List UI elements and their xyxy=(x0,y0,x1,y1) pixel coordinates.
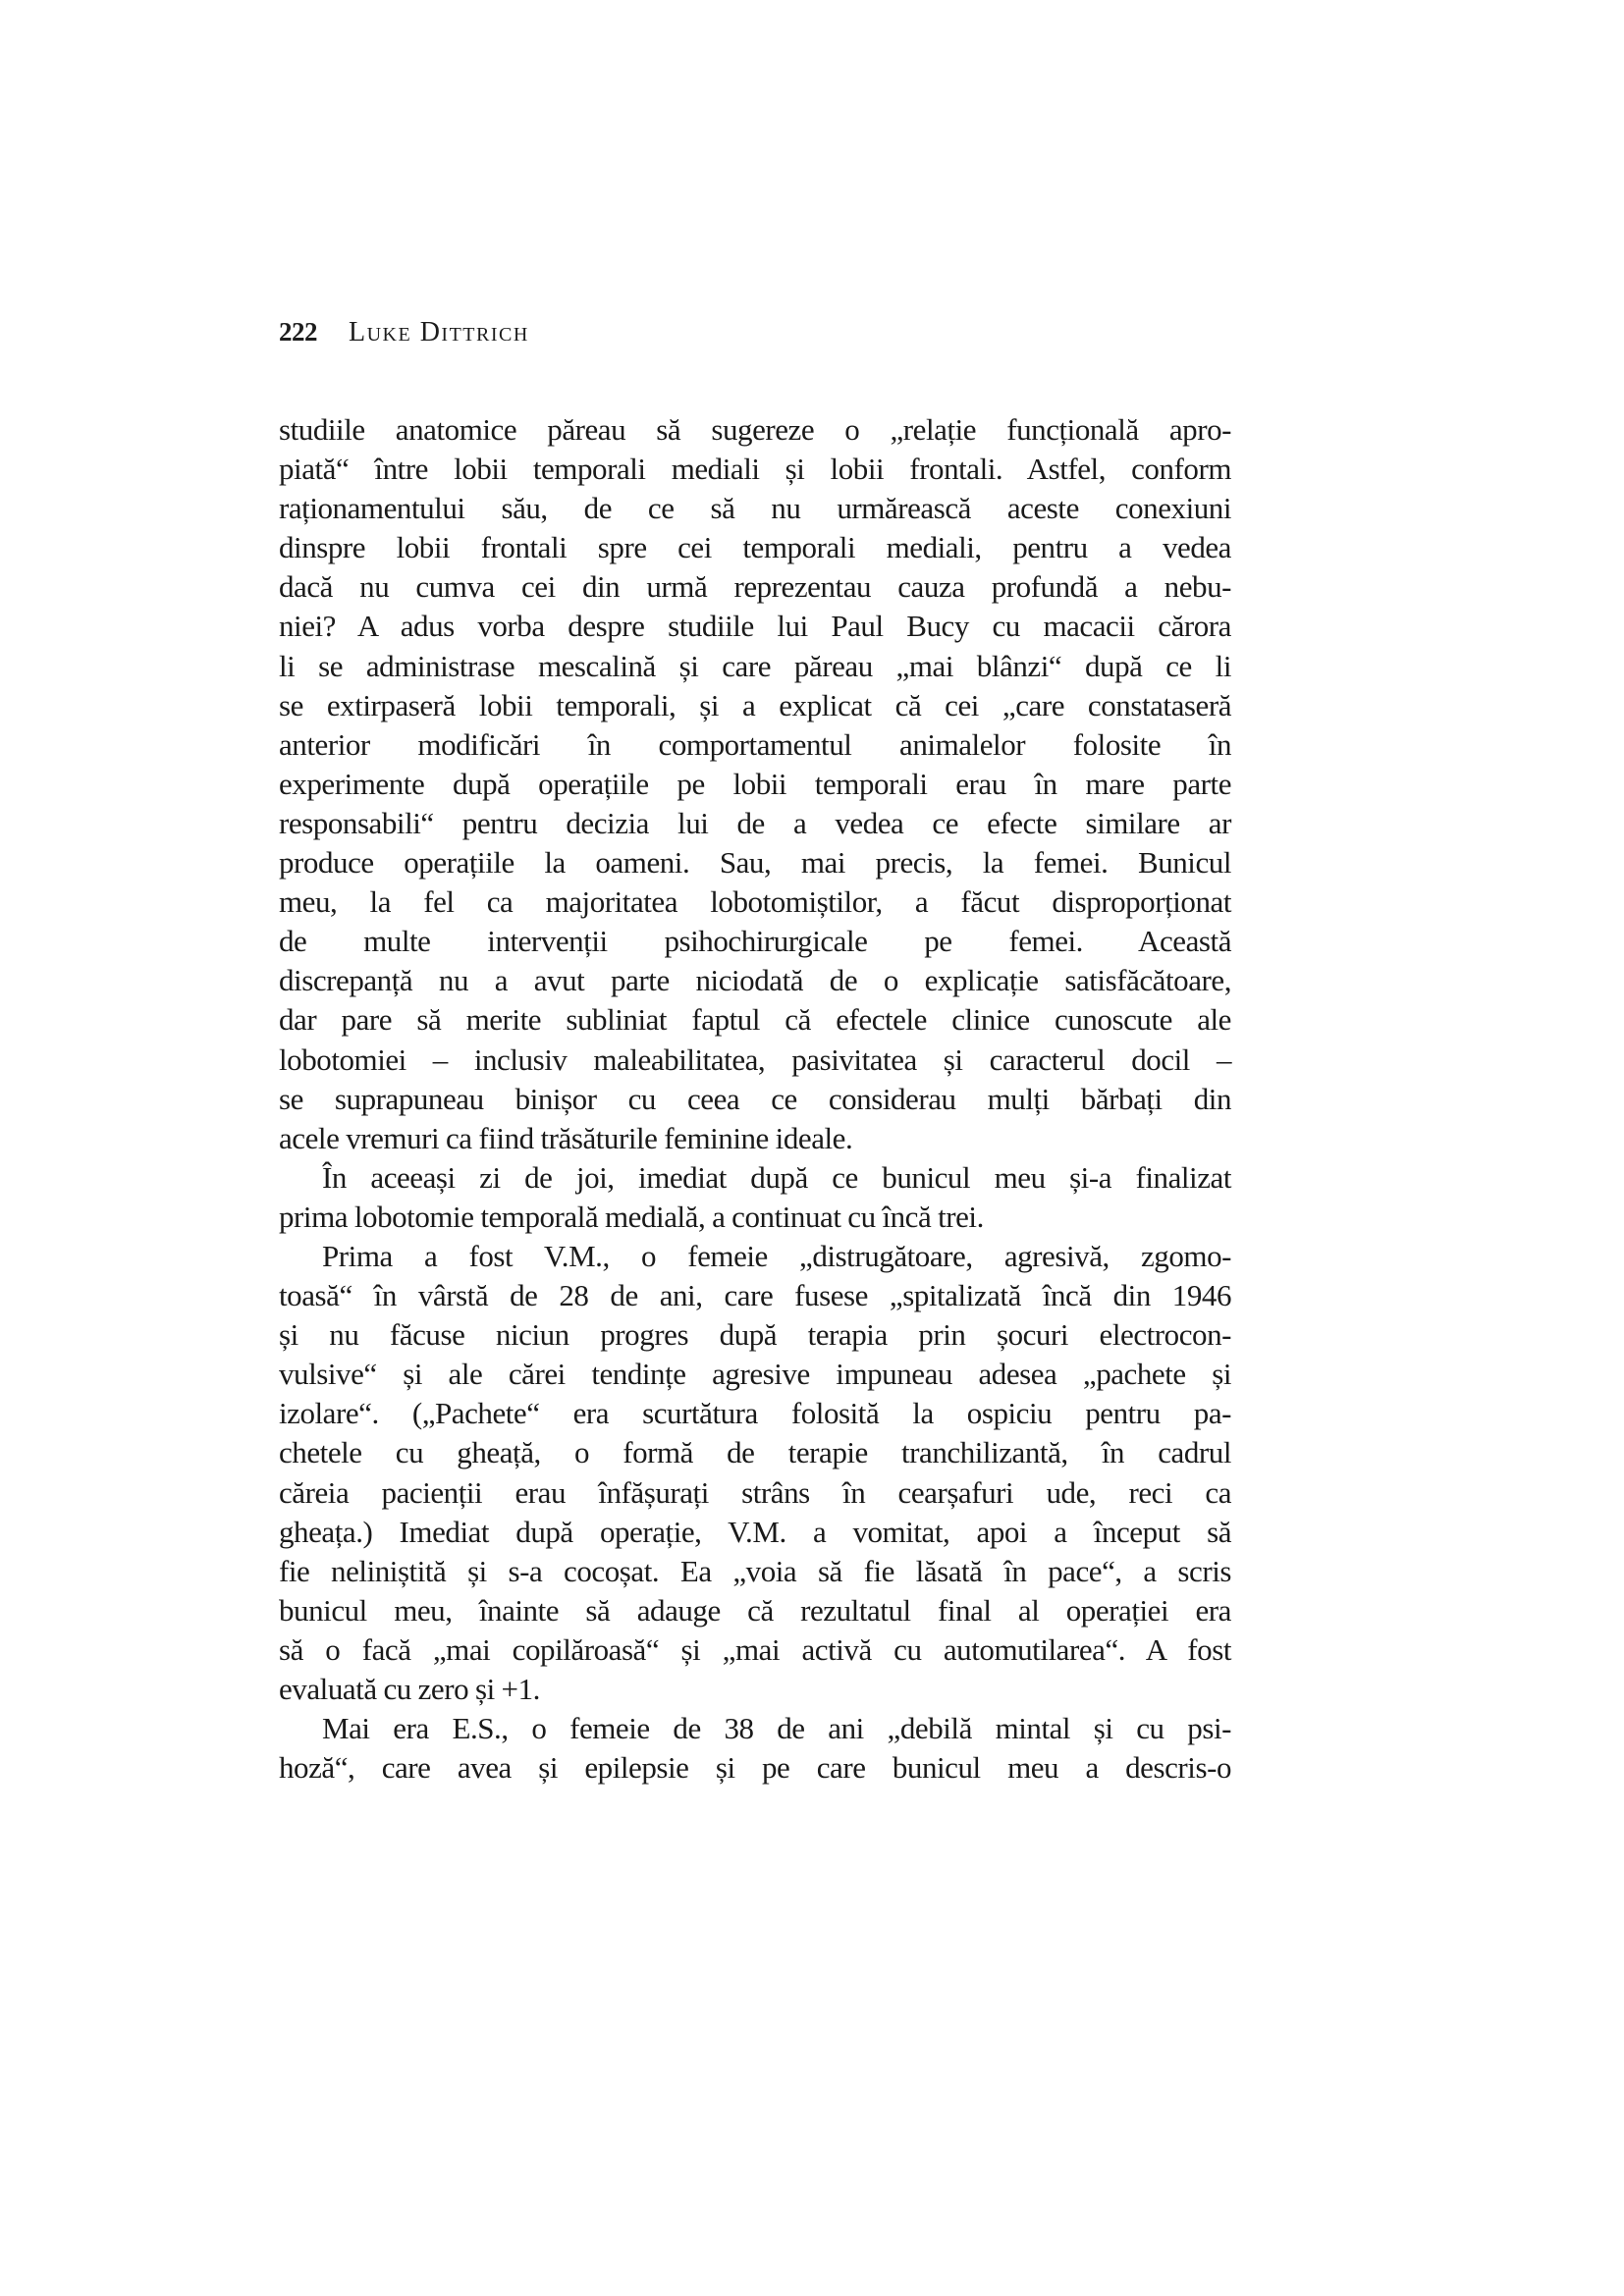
text-line: meu, la fel ca majoritatea lobotomiștilor, a făcut disproporționat xyxy=(279,884,1231,920)
running-head xyxy=(279,312,529,351)
text-line: lobotomiei – inclusiv maleabilitatea, pasivitatea și caracterul docil – xyxy=(279,1041,1231,1077)
paragraph xyxy=(279,410,1231,1158)
text-line: discrepanță nu a avut parte niciodată de o explicație satisfăcătoare, xyxy=(279,963,1231,998)
text-line: evaluată cu zero și +1. xyxy=(279,1672,540,1706)
text-line: căreia pacienții erau înfășurați strâns în cearșafuri ude, reci ca xyxy=(279,1474,1231,1510)
text-line: raționamentului său, de ce să nu urmărească aceste conexiuni xyxy=(279,491,1231,526)
text-line: acele vremuri ca fiind trăsăturile feminine ideale. xyxy=(279,1120,853,1155)
page-number: 222 xyxy=(279,317,317,347)
text-line: experimente după operațiile pe lobii temporali erau în mare parte xyxy=(279,766,1231,801)
text-line: gheața.) Imediat după operație, V.M. a vomitat, apoi a început să xyxy=(279,1514,1231,1549)
text-line: Mai era E.S., o femeie de 38 de ani „debilă mintal și cu psi- xyxy=(322,1711,1231,1746)
running-head-author: Luke Dittrich xyxy=(349,317,529,347)
body-text xyxy=(279,410,1231,1788)
text-line: produce operațiile la oameni. Sau, mai precis, la femei. Bunicul xyxy=(279,845,1231,881)
text-line: se extirpaseră lobii temporali, și a explicat că cei „care constataseră xyxy=(279,687,1231,722)
paragraph xyxy=(279,1158,1231,1237)
text-line: anterior modificări în comportamentul animalelor folosite în xyxy=(279,726,1231,762)
text-line: studiile anatomice păreau să sugereze o „relație funcțională apro- xyxy=(279,412,1231,447)
text-line: dacă nu cumva cei din urmă reprezentau cauza profundă a nebu- xyxy=(279,569,1231,605)
text-line: chetele cu gheață, o formă de terapie tranchilizantă, în cadrul xyxy=(279,1435,1231,1470)
text-line: de multe intervenții psihochirurgicale pe femei. Această xyxy=(279,924,1231,959)
text-line: În aceeași zi de joi, imediat după ce bunicul meu și-a finalizat xyxy=(322,1159,1231,1195)
text-line: vulsive“ și ale cărei tendințe agresive impuneau adesea „pachete și xyxy=(279,1357,1231,1392)
text-line: bunicul meu, înainte să adauge că rezultatul final al operației era xyxy=(279,1592,1231,1628)
text-line: să o facă „mai copilăroasă“ și „mai activă cu automutilarea“. A fost xyxy=(279,1631,1231,1667)
text-line: toasă“ în vârstă de 28 de ani, care fusese „spitalizată încă din 1946 xyxy=(279,1278,1231,1313)
paragraph xyxy=(279,1709,1231,1788)
text-line: piată“ între lobii temporali mediali și lobii frontali. Astfel, conform xyxy=(279,452,1231,487)
text-line: fie neliniștită și s-a cocoșat. Ea „voia să fie lăsată în pace“, a scris xyxy=(279,1553,1231,1588)
paragraph xyxy=(279,1237,1231,1709)
text-line: hoză“, care avea și epilepsie și pe care bunicul meu a descris-o xyxy=(279,1750,1231,1786)
text-line: responsabili“ pentru decizia lui de a vedea ce efecte similare ar xyxy=(279,805,1231,840)
text-line: dinspre lobii frontali spre cei temporali mediali, pentru a vedea xyxy=(279,530,1231,565)
text-line: dar pare să merite subliniat faptul că efectele clinice cunoscute ale xyxy=(279,1002,1231,1038)
text-line: li se administrase mescalină și care păreau „mai blânzi“ după ce li xyxy=(279,648,1231,683)
text-line: niei? A adus vorba despre studiile lui Paul Bucy cu macacii cărora xyxy=(279,609,1231,644)
text-line: izolare“. („Pachete“ era scurtătura folosită la ospiciu pentru pa- xyxy=(279,1396,1231,1431)
text-line: Prima a fost V.M., o femeie „distrugătoare, agresivă, zgomo- xyxy=(322,1238,1231,1273)
text-line: se suprapuneau binișor cu ceea ce considerau mulți bărbați din xyxy=(279,1081,1231,1116)
text-line: și nu făcuse niciun progres după terapia prin șocuri electrocon- xyxy=(279,1317,1231,1353)
text-line: prima lobotomie temporală medială, a continuat cu încă trei. xyxy=(279,1199,984,1234)
